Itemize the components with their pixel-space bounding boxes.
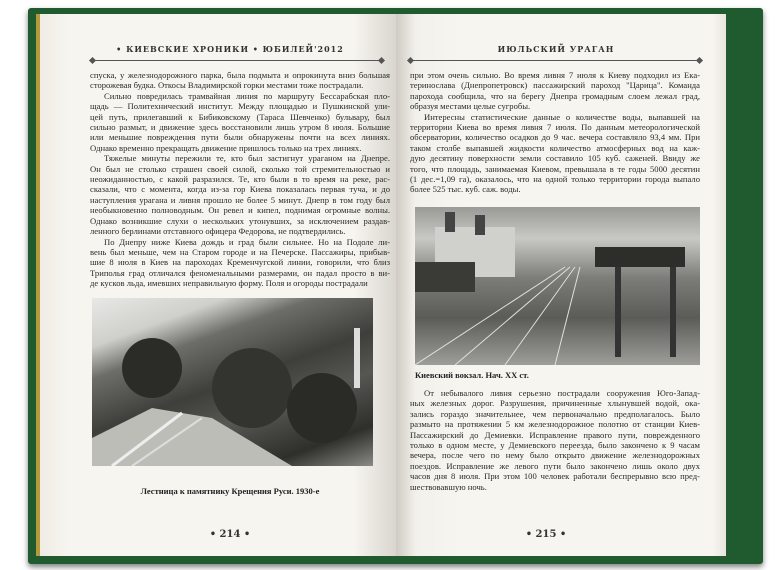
text-line: часов дня 8 июля. При этом 100 человек работали беспрерывно всю пред- — [410, 471, 700, 482]
text-line: ленного берлинами отставного офицера Федорова, не подтвердились. — [90, 226, 346, 237]
staircase-photo — [92, 298, 373, 466]
text-line: вень был меньше, чем на Старом городе и на Печерске. Пассажиры, прибыв- — [90, 246, 390, 257]
text-line: того, что площадь, занимаемая Киевом, превышала в те годы 5000 десятин — [410, 163, 700, 174]
text-line: только в одном месте, у Демиевского переезда, было закончено к 9 часам — [410, 440, 700, 451]
text-line: Однако временно прекращать движение пришлось только на трех линиях. — [90, 142, 362, 153]
text-line: парохода сообщила, что на берегу Днепра громадным слоем лежал град, — [410, 90, 700, 101]
text-line: таком столбе выпавшей жидкости количество атмосферных вод на каж- — [410, 142, 700, 153]
right-body-text-bottom — [410, 388, 700, 492]
text-line: Тяжелые минуты пережили те, кто был застигнут ураганом на Днепре. — [104, 153, 390, 164]
text-line: цей путь, прилегавший к Бибиковскому (Тараса Шевченко) бульвару, был — [90, 111, 390, 122]
text-line: шествовавшую ночь. — [410, 481, 487, 492]
text-line: неожиданностью, с какой разразился. Те, кто были в то время на реке, рас- — [90, 174, 390, 185]
right-body-text-top — [410, 70, 700, 195]
text-line: Интересны статистические данные о количестве воды, выпавшей на — [424, 111, 700, 122]
text-line: Пассажирский до Демиевки. Исправление правого пути, поврежденного — [410, 429, 700, 440]
text-line: По Днепру ниже Киева дождь и град были сильнее. Но на Подоле ли- — [104, 236, 390, 247]
text-line: теринослава (Днепропетровск) пассажирский пароход "Царица". Команда — [410, 80, 700, 91]
left-body-text — [90, 70, 390, 289]
text-line: необыкновенно полноводным. Он ревел и кипел, поднимая огромные волны. — [90, 205, 390, 216]
text-line: дую десятину поверхности земли составило 105 куб. саженей. Ввиду же — [410, 153, 700, 164]
text-line: сильно размыт, и движение здесь восстановили лишь утром 8 июля. Большие — [90, 122, 390, 133]
text-line: Сильно повредилась трамвайная линия по маршруту Бессарабская пло- — [104, 90, 390, 101]
left-page — [40, 14, 396, 556]
text-line: территории Киева во время ливня 7 июля. По данным метеорологической — [410, 122, 700, 133]
text-line: вечера, после чего по нему было открыто движение железнодорожных — [410, 450, 700, 461]
text-line: Однако возникшие слухи о нескольких утонувших, за исключением раздав- — [90, 215, 390, 226]
text-line: От небывалого ливня серьезно пострадали сооружения Юго-Запад- — [424, 388, 700, 398]
text-line: спуска, у железнодорожного парка, была подмыта и опрокинута вниз большая — [90, 70, 390, 80]
text-line: образуя местами целые сугробы. — [410, 101, 531, 112]
page-number-right: • 215 • — [525, 529, 567, 540]
text-line: Он был не столько страшен своей силой, сколько той стремительностью и — [90, 163, 390, 174]
running-header-right: ИЮЛЬСКИЙ УРАГАН — [497, 44, 615, 54]
text-line: размыто на протяжении 5 км железнодорожное полотно от станции Киев- — [410, 419, 700, 430]
header-rule — [92, 60, 382, 61]
header-rule — [410, 60, 700, 61]
text-line: обсерватории, количество осадков до 9 час. вечера составляло 93,4 мм. При — [410, 132, 700, 143]
page-number-left: • 214 • — [209, 529, 251, 540]
text-line: зались гораздо значительнее, чем первоначально предполагалось. Было — [410, 408, 700, 419]
text-line: сказали, что с момента, когда из-за гор Киева показалась первая туча, и до — [90, 184, 390, 195]
staircase-illustration — [92, 298, 373, 466]
photo-caption-left: Лестница к памятнику Крещения Руси. 1930-е — [140, 486, 320, 496]
right-page — [396, 14, 726, 556]
text-line: поездов. Исправление же левого пути было закончено лишь около двух — [410, 460, 700, 471]
text-line: де кусков льда, имевших неправильную форму. Поля и огороды пострадали — [90, 278, 368, 289]
text-line: щадь — Политехнический институт. Между площадью и Пушкинской ули- — [90, 101, 390, 112]
text-line: ных железных дорог. Разрушения, причиненные хлынувшей водой, ока- — [410, 398, 700, 409]
text-line: более 525 тыс. куб. саж. воды. — [410, 184, 521, 195]
text-line: наступления урагана и ливня прошло не более 5 минут. Днепр в том году был — [90, 194, 390, 205]
text-line: или меньшие повреждения пути были обнаружены почти на всех линиях. — [90, 132, 390, 143]
running-header-left: • КИЕВСКИЕ ХРОНИКИ • ЮБИЛЕЙ'2012 — [116, 44, 344, 54]
text-line: шие 8 июля в Киев на пароходах Кременчугской линии, говорили, что близ — [90, 257, 390, 268]
text-line: при этом очень сильно. Во время ливня 7 июля к Киеву подходил из Ека- — [410, 70, 700, 80]
text-line: сторожевая будка. Откосы Владимирской горки местами тоже пострадали. — [90, 80, 364, 91]
railway-station-photo — [415, 207, 700, 365]
text-line: (1 дес.=1,09 га), оказалось, что на одной только территории города выпало — [410, 174, 700, 185]
text-line: Триполья град отличался феноменальными размерами, он падал просто в ви- — [90, 267, 390, 278]
photo-caption-right: Киевский вокзал. Нач. XX ст. — [415, 370, 529, 380]
railway-illustration — [415, 207, 700, 365]
